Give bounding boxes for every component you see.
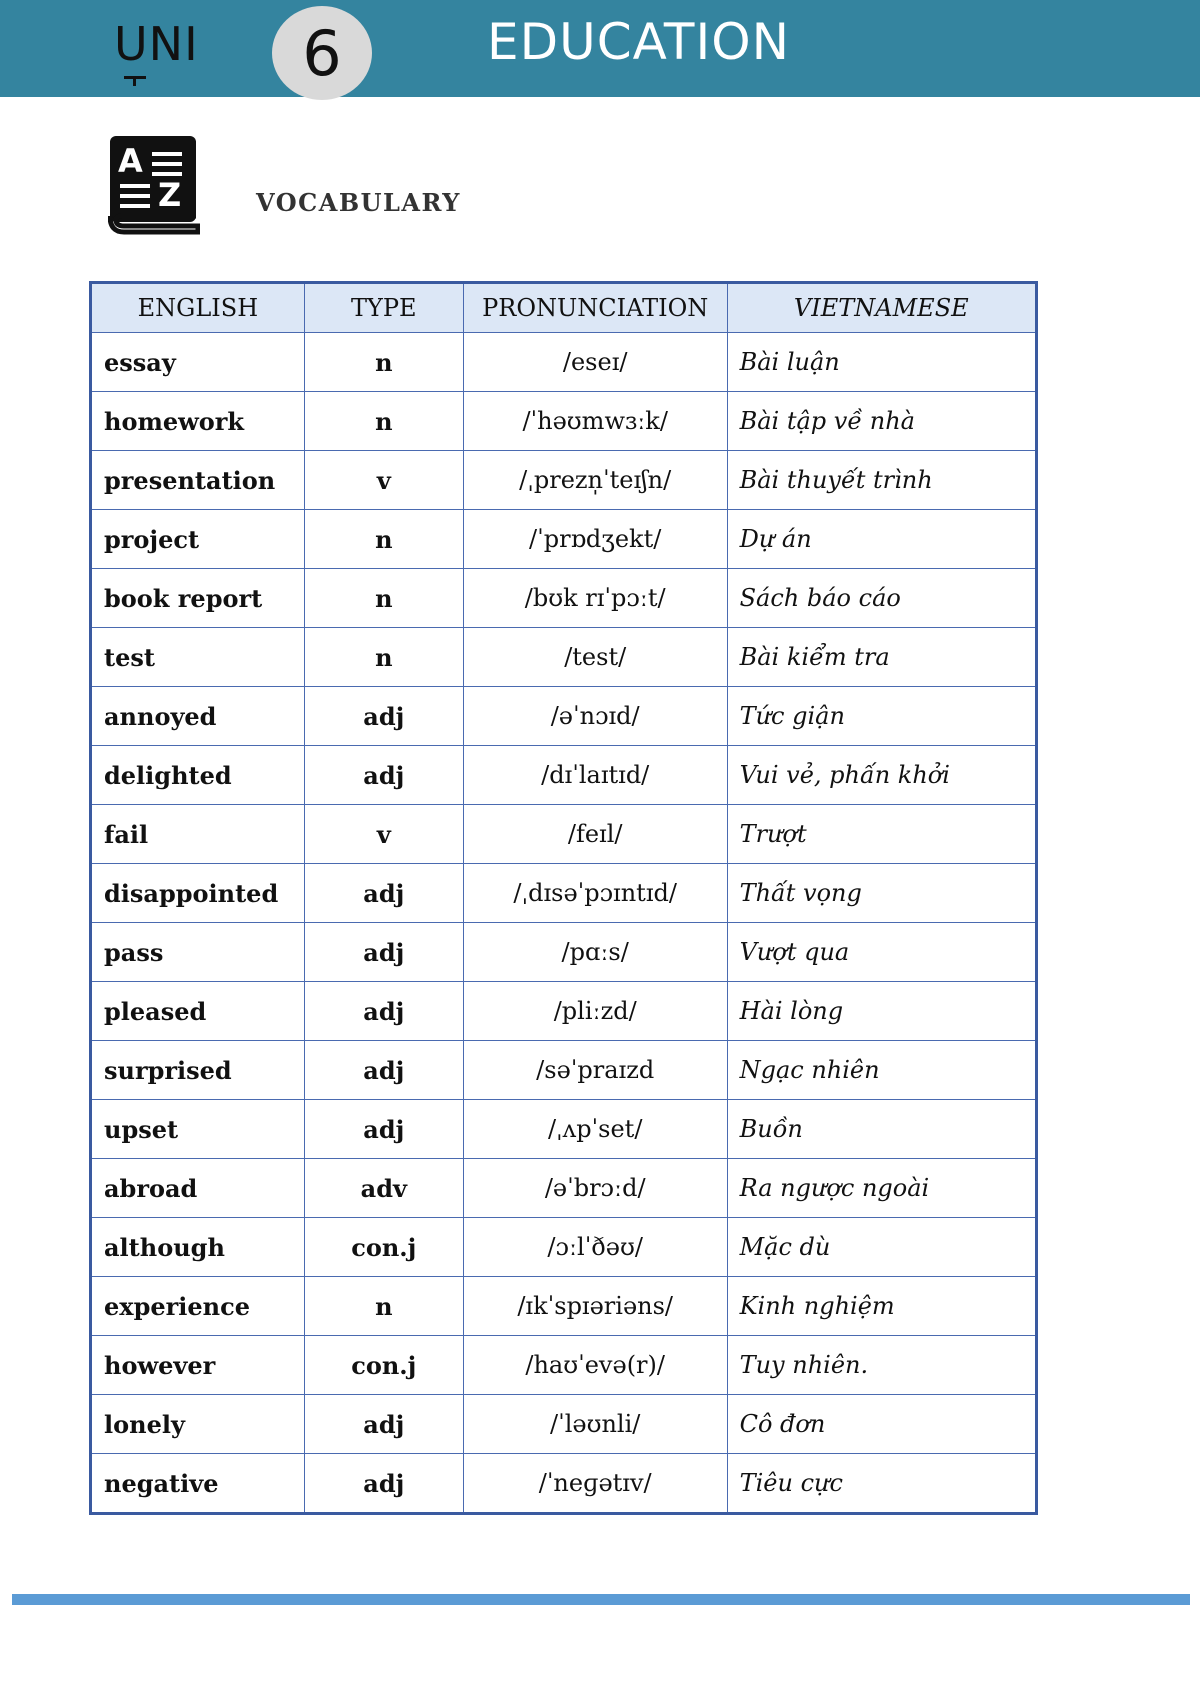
- header-pronunciation: PRONUNCIATION: [463, 283, 727, 333]
- cell-vietnamese: Bài luận: [727, 333, 1036, 392]
- table-row: [91, 1395, 1037, 1454]
- cell-type: con.j: [304, 1336, 463, 1395]
- cell-vietnamese: Cô đơn: [727, 1395, 1036, 1454]
- cell-pronunciation: /haʊˈevə(r)/: [463, 1336, 727, 1395]
- unit-title: EDUCATION: [487, 13, 790, 71]
- cell-vietnamese: Ra ngược ngoài: [727, 1159, 1036, 1218]
- vocabulary-table-body: [91, 333, 1037, 1514]
- unit-label: [114, 14, 199, 74]
- section-title: VOCABULARY: [256, 188, 461, 217]
- cell-english: lonely: [91, 1395, 305, 1454]
- header-type: TYPE: [304, 283, 463, 333]
- cell-vietnamese: Ngạc nhiên: [727, 1041, 1036, 1100]
- cell-type: n: [304, 510, 463, 569]
- cell-vietnamese: Vui vẻ, phấn khởi: [727, 746, 1036, 805]
- cell-english: however: [91, 1336, 305, 1395]
- cell-vietnamese: Tuy nhiên.: [727, 1336, 1036, 1395]
- cell-vietnamese: Sách báo cáo: [727, 569, 1036, 628]
- table-row: [91, 923, 1037, 982]
- icon-line: [152, 172, 182, 176]
- cell-english: negative: [91, 1454, 305, 1514]
- cell-english: essay: [91, 333, 305, 392]
- unit-number: 6: [302, 16, 342, 90]
- cell-pronunciation: /ˈprɒdʒekt/: [463, 510, 727, 569]
- cell-english: surprised: [91, 1041, 305, 1100]
- cell-english: presentation: [91, 451, 305, 510]
- cell-vietnamese: Trượt: [727, 805, 1036, 864]
- table-row: [91, 1100, 1037, 1159]
- cell-pronunciation: /test/: [463, 628, 727, 687]
- unit-label-text: UNI: [114, 17, 199, 71]
- table-row: [91, 1277, 1037, 1336]
- cell-english: abroad: [91, 1159, 305, 1218]
- cell-type: adj: [304, 1395, 463, 1454]
- cell-vietnamese: Vượt qua: [727, 923, 1036, 982]
- cell-vietnamese: Tiêu cực: [727, 1454, 1036, 1514]
- cell-english: annoyed: [91, 687, 305, 746]
- table-row: [91, 628, 1037, 687]
- cell-english: pass: [91, 923, 305, 982]
- table-header-row: [91, 283, 1037, 333]
- unit-label-underline-stem: [133, 76, 136, 86]
- cell-type: adj: [304, 1100, 463, 1159]
- cell-type: adj: [304, 687, 463, 746]
- cell-english: book report: [91, 569, 305, 628]
- icon-line: [120, 194, 150, 198]
- cell-type: v: [304, 451, 463, 510]
- header-vietnamese: VIETNAMESE: [727, 283, 1036, 333]
- cell-pronunciation: /əˈbrɔːd/: [463, 1159, 727, 1218]
- table-row: [91, 1454, 1037, 1514]
- cell-type: adj: [304, 982, 463, 1041]
- cell-english: project: [91, 510, 305, 569]
- cell-pronunciation: /eseɪ/: [463, 333, 727, 392]
- cell-pronunciation: /ˈləʊnli/: [463, 1395, 727, 1454]
- cell-vietnamese: Tức giận: [727, 687, 1036, 746]
- table-row: [91, 1041, 1037, 1100]
- cell-english: experience: [91, 1277, 305, 1336]
- cell-type: v: [304, 805, 463, 864]
- cell-type: n: [304, 333, 463, 392]
- table-row: [91, 746, 1037, 805]
- cell-pronunciation: /ɔːlˈðəʊ/: [463, 1218, 727, 1277]
- cell-english: homework: [91, 392, 305, 451]
- cell-pronunciation: /ˈneɡətɪv/: [463, 1454, 727, 1514]
- cell-english: delighted: [91, 746, 305, 805]
- unit-number-badge: [272, 6, 372, 100]
- cell-pronunciation: /ɪkˈspɪəriəns/: [463, 1277, 727, 1336]
- icon-letter-z: Z: [158, 176, 182, 214]
- cell-pronunciation: /pliːzd/: [463, 982, 727, 1041]
- cell-type: n: [304, 569, 463, 628]
- table-row: [91, 1218, 1037, 1277]
- cell-vietnamese: Bài tập về nhà: [727, 392, 1036, 451]
- cell-english: test: [91, 628, 305, 687]
- cell-vietnamese: Bài kiểm tra: [727, 628, 1036, 687]
- cell-vietnamese: Thất vọng: [727, 864, 1036, 923]
- cell-vietnamese: Hài lòng: [727, 982, 1036, 1041]
- icon-letter-a: A: [118, 142, 143, 180]
- cell-pronunciation: /ˌʌpˈset/: [463, 1100, 727, 1159]
- cell-type: adj: [304, 746, 463, 805]
- cell-pronunciation: /ˌprezn̩ˈteɪʃn/: [463, 451, 727, 510]
- table-row: [91, 451, 1037, 510]
- cell-vietnamese: Buồn: [727, 1100, 1036, 1159]
- cell-english: although: [91, 1218, 305, 1277]
- cell-pronunciation: /səˈpraɪzd: [463, 1041, 727, 1100]
- cell-type: adj: [304, 923, 463, 982]
- cell-english: disappointed: [91, 864, 305, 923]
- table-row: [91, 392, 1037, 451]
- cell-pronunciation: /pɑːs/: [463, 923, 727, 982]
- cell-type: adv: [304, 1159, 463, 1218]
- cell-pronunciation: /əˈnɔɪd/: [463, 687, 727, 746]
- cell-type: n: [304, 1277, 463, 1336]
- cell-pronunciation: /ˌdɪsəˈpɔɪntɪd/: [463, 864, 727, 923]
- icon-line: [152, 162, 182, 166]
- cell-pronunciation: /ˈhəʊmwɜːk/: [463, 392, 727, 451]
- cell-vietnamese: Bài thuyết trình: [727, 451, 1036, 510]
- cell-type: n: [304, 392, 463, 451]
- table-row: [91, 1336, 1037, 1395]
- table-row: [91, 1159, 1037, 1218]
- cell-pronunciation: /bʊk rɪˈpɔːt/: [463, 569, 727, 628]
- icon-line: [152, 152, 182, 156]
- header-english: ENGLISH: [91, 283, 305, 333]
- cell-pronunciation: /feɪl/: [463, 805, 727, 864]
- cell-english: fail: [91, 805, 305, 864]
- cell-vietnamese: Kinh nghiệm: [727, 1277, 1036, 1336]
- cell-english: upset: [91, 1100, 305, 1159]
- footer-divider: [12, 1594, 1190, 1605]
- cell-type: adj: [304, 1041, 463, 1100]
- cell-vietnamese: Mặc dù: [727, 1218, 1036, 1277]
- dictionary-pages: [110, 216, 198, 232]
- cell-type: con.j: [304, 1218, 463, 1277]
- cell-type: adj: [304, 864, 463, 923]
- cell-type: adj: [304, 1454, 463, 1514]
- table-row: [91, 982, 1037, 1041]
- cell-english: pleased: [91, 982, 305, 1041]
- table-row: [91, 569, 1037, 628]
- table-row: [91, 864, 1037, 923]
- dictionary-az-icon: [108, 136, 200, 236]
- table-row: [91, 510, 1037, 569]
- table-row: [91, 333, 1037, 392]
- cell-type: n: [304, 628, 463, 687]
- vocabulary-table: [89, 281, 1038, 1515]
- table-row: [91, 687, 1037, 746]
- icon-line: [120, 184, 150, 188]
- cell-pronunciation: /dɪˈlaɪtɪd/: [463, 746, 727, 805]
- icon-line: [120, 204, 150, 208]
- cell-vietnamese: Dự án: [727, 510, 1036, 569]
- table-row: [91, 805, 1037, 864]
